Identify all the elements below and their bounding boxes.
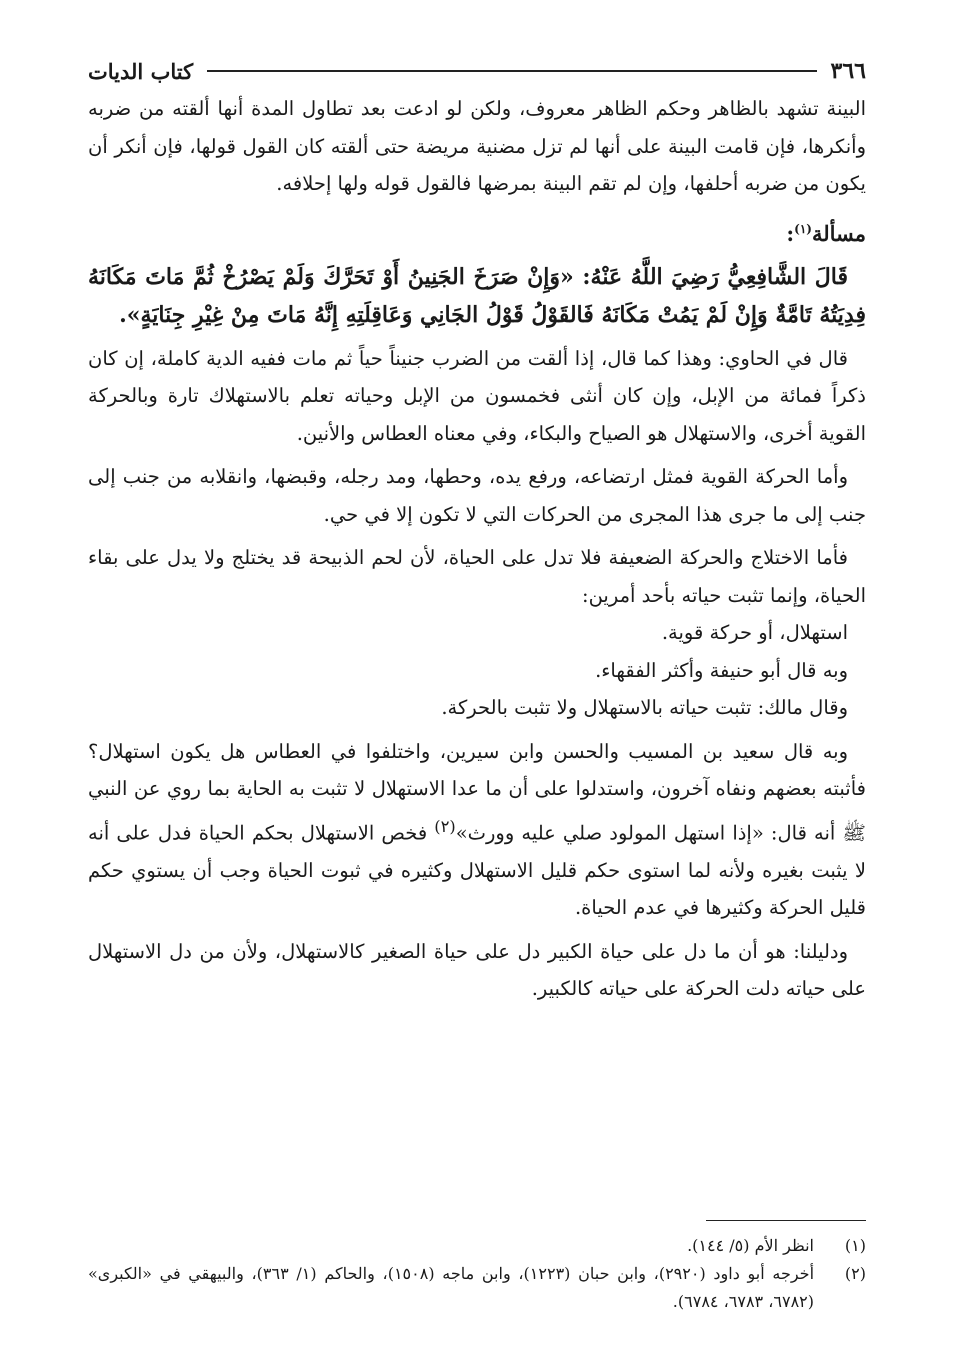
footnote-ref-1: (١) xyxy=(794,221,812,236)
paragraph-hawi: قال في الحاوي: وهذا كما قال، إذا ألقت من الضرب جنيناً حياً ثم مات ففيه الدية كاملة، إن كان ذكراً فمائة من الإبل، وإن كان أنثى فخمسون من الإبل وحياته تعلم بالاستهلاك تارة وبالحركة القوية أخرى، والاستهلال هو الصياح والبكاء، وفي معناه العطاس والأنين. xyxy=(88,346,866,445)
page-header xyxy=(88,54,866,88)
paragraph-said xyxy=(88,733,866,927)
footnote-number: (٢) xyxy=(844,1264,866,1283)
main-text xyxy=(88,90,866,1008)
footnote-item xyxy=(88,1260,866,1316)
masala-heading-colon: : xyxy=(786,220,795,246)
intro-paragraph: البينة تشهد بالظاهر وحكم الظاهر معروف، ولكن لو ادعت بعد تطاول المدة أنها ألقته من ضربه وأنكرها، فإن قامت البينة على أنها لم تزل مضنية مريضة حتى ألقته كان القول قولها، فإن أنكر أن يكون من ضربه أحلفها، وإن لم تقم البينة بمرضها فالقول قوله ولها إحلافه. xyxy=(88,97,866,195)
line-malik: وقال مالك: تثبت حياته بالاستهلال ولا تثبت بالحركة. xyxy=(441,696,848,719)
footnotes xyxy=(88,1232,866,1316)
footnote-ref-2: (٢) xyxy=(434,816,456,836)
book-page xyxy=(88,40,866,1340)
book-title: كتاب الديات xyxy=(88,58,194,84)
paragraph-said-part-2: فخص الاستهلال بحكم الحياة فدل على أنه لا يثبت بغيره ولأنه لما استوى حكم قليل الاستهلال وكثيره في ثبوت الحياة وجب أن يستوي حكم قليل الحركة وكثيرها في عدم الحياة. xyxy=(88,821,866,919)
masala-heading-text: مسألة xyxy=(811,220,866,246)
page-number: ٣٦٦ xyxy=(830,58,866,84)
footnote-divider xyxy=(706,1220,866,1221)
footnote-text: انظر الأم (٥/ ١٤٤). xyxy=(687,1236,814,1255)
paragraph-haraka: وأما الحركة القوية فمثل ارتضاعه، ورفع يده، وحطها، ومد رجله، وقبضها، وانقلابه من جنب إلى جنب إلى ما جرى هذا المجرى من الحركات التي لا تكون إلا في حي. xyxy=(88,465,866,526)
paragraph-dalil: ودليلنا: هو أن ما دل على حياة الكبير دل على حياة الصغير كالاستهلال، ولأن من دل الاستهلال على حياته دلت الحركة على حياته كالكبير. xyxy=(88,939,866,1000)
shafii-quote: قَالَ الشَّافِعِيُّ رَضِيَ اللَّهُ عَنْهُ: «وَإِنْ صَرَخَ الجَنِينُ أَوْ تَحَرَّكَ وَلَمْ يَصْرُخْ ثُمَّ مَاتَ مَكَانَهُ فِدِيَتُهُ تَامَّةٌ وَإِنْ لَمْ يَمُتْ مَكَانَهُ فَالقَوْلُ قَوْلُ الجَانِي وَعَاقِلَتِهِ إِنَّهُ مَاتَ مِنْ غِيْرِ جِنَايَةٍ». xyxy=(88,263,866,328)
footnote-text: أخرجه أبو داود (٢٩٢٠)، وابن حبان (١٢٢٣)، وابن ماجه (١٥٠٨)، والحاكم (١/ ٣٦٣)، والبيهقي في «الكبرى» (٦٧٨٢، ٦٧٨٣، ٦٧٨٤). xyxy=(88,1264,815,1311)
paragraph-ikhtilaj: فأما الاختلاج والحركة الضعيفة فلا تدل على الحياة، لأن لحم الذبيحة قد يختلج ولا يدل على بقاء الحياة، وإنما تثبت حياته بأحد أمرين: xyxy=(88,546,866,607)
header-rule xyxy=(207,70,816,72)
masala-heading xyxy=(88,209,866,254)
line-istihlal: استهلال، أو حركة قوية. xyxy=(661,621,848,644)
footnote-item xyxy=(88,1232,866,1260)
line-abu-hanifa: وبه قال أبو حنيفة وأكثر الفقهاء. xyxy=(595,658,848,682)
footnote-number: (١) xyxy=(844,1236,866,1255)
paragraph-said-part-1: وبه قال سعيد بن المسيب والحسن وابن سيرين، واختلفوا في العطاس هل يكون استهلال؟ فأثبته بعضهم ونفاه آخرون، واستدلوا على أن ما عدا الاستهلال لا تثبت به الحاية بما روي عن النبي ﷺ أنه قال: «إذا استهل المولود صلي عليه وورث» xyxy=(88,739,866,844)
